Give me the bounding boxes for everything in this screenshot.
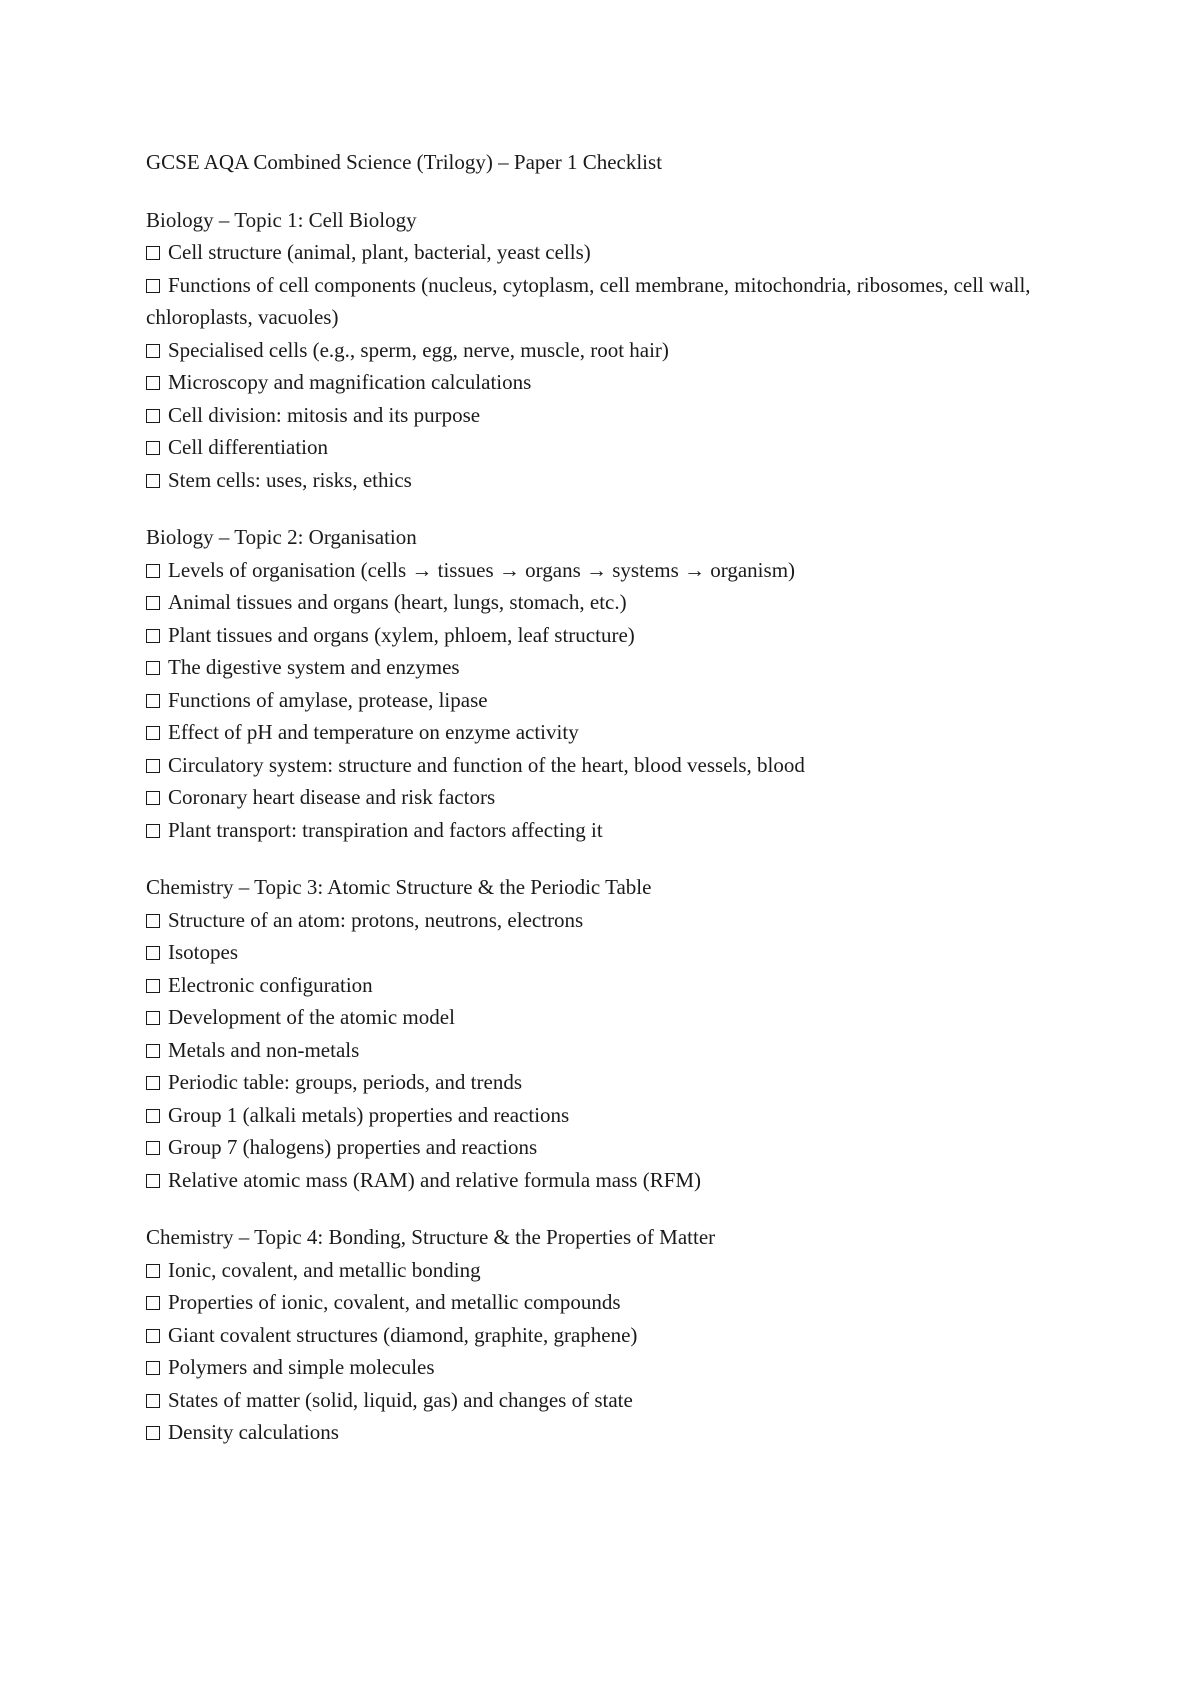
checkbox-icon[interactable]	[146, 1076, 160, 1090]
checkbox-icon[interactable]	[146, 1044, 160, 1058]
checklist-item	[146, 554, 1086, 587]
checkbox-icon[interactable]	[146, 344, 160, 358]
checklist-item-label: Stem cells: uses, risks, ethics	[168, 467, 412, 492]
checklist-item-label: Periodic table: groups, periods, and trends	[168, 1070, 523, 1094]
checklist-item	[146, 334, 1086, 367]
checklist-items	[146, 904, 1086, 1197]
checkbox-icon[interactable]	[146, 824, 160, 838]
checklist-item-label: Coronary heart disease and risk factors	[168, 785, 496, 809]
checklist-item-label: Specialised cells (e.g., sperm, egg, nerve, muscle, root hair)	[168, 337, 669, 362]
checkbox-icon[interactable]	[146, 1296, 160, 1310]
checklist-item-label: Group 1 (alkali metals) properties and reactions	[168, 1102, 570, 1127]
checklist-item	[146, 716, 1086, 749]
checklist-item	[146, 1099, 1086, 1132]
checklist-item-label: Circulatory system: structure and function of the heart, blood vessels, blood	[168, 752, 805, 777]
checklist-item	[146, 1351, 1086, 1384]
checklist-item	[146, 781, 1086, 814]
checklist-item	[146, 936, 1086, 969]
checklist-item-label: Polymers and simple molecules	[168, 1355, 435, 1379]
checkbox-icon[interactable]	[146, 1174, 160, 1188]
checkbox-icon[interactable]	[146, 759, 160, 773]
checkbox-icon[interactable]	[146, 1426, 160, 1440]
checklist-item	[146, 1034, 1086, 1067]
checklist-item	[146, 1066, 1086, 1099]
checkbox-icon[interactable]	[146, 1361, 160, 1375]
checklist-item	[146, 586, 1086, 619]
checklist-item-label: Development of the atomic model	[168, 1005, 455, 1029]
checkbox-icon[interactable]	[146, 1109, 160, 1123]
checklist-item	[146, 464, 1086, 497]
checklist-item-label: Properties of ionic, covalent, and metallic compounds	[168, 1290, 621, 1314]
checklist-section	[146, 1221, 1086, 1449]
checkbox-icon[interactable]	[146, 946, 160, 960]
checkbox-icon[interactable]	[146, 1011, 160, 1025]
checklist-item-label: Structure of an atom: protons, neutrons, electrons	[168, 907, 584, 932]
checklist-item-label: Plant transport: transpiration and factors affecting it	[168, 817, 603, 842]
checklist-items	[146, 236, 1086, 496]
checklist-item-label: Levels of organisation (cells → tissues → organs → systems → organism)	[168, 557, 796, 582]
checklist-items	[146, 554, 1086, 847]
checklist-item-label: Isotopes	[168, 940, 238, 964]
section-heading: Chemistry – Topic 4: Bonding, Structure & the Properties of Matter	[146, 1225, 716, 1249]
checklist-item-label: Group 7 (halogens) properties and reactions	[168, 1135, 538, 1159]
document-content	[146, 146, 1086, 1474]
checkbox-icon[interactable]	[146, 409, 160, 423]
checkbox-icon[interactable]	[146, 246, 160, 260]
checklist-item	[146, 236, 1086, 269]
checkbox-icon[interactable]	[146, 661, 160, 675]
checkbox-icon[interactable]	[146, 1141, 160, 1155]
checklist-item	[146, 1286, 1086, 1319]
checklist-item-label: Cell differentiation	[168, 435, 328, 459]
checklist-item	[146, 684, 1086, 717]
document-title: GCSE AQA Combined Science (Trilogy) – Paper 1 Checklist	[146, 150, 663, 174]
checkbox-icon[interactable]	[146, 629, 160, 643]
checklist-item	[146, 651, 1086, 684]
section-heading: Biology – Topic 2: Organisation	[146, 525, 417, 549]
checklist-item-label: Giant covalent structures (diamond, graphite, graphene)	[168, 1322, 638, 1347]
checklist-item	[146, 1319, 1086, 1352]
checklist-item-label: Microscopy and magnification calculations	[168, 370, 532, 394]
checklist-section	[146, 521, 1086, 846]
checklist-item-label: Relative atomic mass (RAM) and relative formula mass (RFM)	[168, 1167, 702, 1192]
checklist-item	[146, 619, 1086, 652]
checkbox-icon[interactable]	[146, 376, 160, 390]
checklist-item	[146, 1001, 1086, 1034]
checklist-item-label: Functions of cell components (nucleus, cytoplasm, cell membrane, mitochondria, ribosomes, cell wall, chloroplasts, vacuoles)	[146, 272, 1031, 329]
checklist-item	[146, 1254, 1086, 1287]
section-heading: Chemistry – Topic 3: Atomic Structure & the Periodic Table	[146, 875, 652, 899]
checkbox-icon[interactable]	[146, 979, 160, 993]
checkbox-icon[interactable]	[146, 564, 160, 578]
checklist-items	[146, 1254, 1086, 1449]
checklist-section	[146, 204, 1086, 497]
checklist-item-label: Cell structure (animal, plant, bacterial, yeast cells)	[168, 240, 591, 264]
checklist-item-label: The digestive system and enzymes	[168, 655, 460, 679]
checklist-item-label: Animal tissues and organs (heart, lungs, stomach, etc.)	[168, 590, 627, 614]
checklist-item-label: Metals and non-metals	[168, 1037, 360, 1062]
checklist-item	[146, 1164, 1086, 1197]
checklist-sections	[146, 204, 1086, 1449]
checklist-item	[146, 749, 1086, 782]
checklist-item-label: Plant tissues and organs (xylem, phloem, leaf structure)	[168, 622, 635, 647]
checklist-item-label: Effect of pH and temperature on enzyme activity	[168, 720, 579, 744]
checklist-item	[146, 904, 1086, 937]
checklist-item	[146, 1416, 1086, 1449]
checkbox-icon[interactable]	[146, 474, 160, 488]
checklist-item-label: Functions of amylase, protease, lipase	[168, 687, 488, 712]
checklist-item	[146, 814, 1086, 847]
checkbox-icon[interactable]	[146, 596, 160, 610]
checklist-item	[146, 269, 1086, 334]
checklist-item	[146, 1384, 1086, 1417]
checklist-item-label: States of matter (solid, liquid, gas) and changes of state	[168, 1387, 633, 1412]
checklist-item	[146, 399, 1086, 432]
checkbox-icon[interactable]	[146, 1264, 160, 1278]
checkbox-icon[interactable]	[146, 441, 160, 455]
checklist-item-label: Ionic, covalent, and metallic bonding	[168, 1257, 481, 1282]
checkbox-icon[interactable]	[146, 1329, 160, 1343]
checkbox-icon[interactable]	[146, 694, 160, 708]
checklist-item	[146, 969, 1086, 1002]
checklist-section	[146, 871, 1086, 1196]
checklist-item-label: Cell division: mitosis and its purpose	[168, 402, 481, 427]
checkbox-icon[interactable]	[146, 914, 160, 928]
checklist-item	[146, 1131, 1086, 1164]
checkbox-icon[interactable]	[146, 1394, 160, 1408]
checklist-item	[146, 431, 1086, 464]
section-heading: Biology – Topic 1: Cell Biology	[146, 207, 417, 232]
checkbox-icon[interactable]	[146, 726, 160, 740]
checklist-item-label: Electronic configuration	[168, 972, 373, 997]
checkbox-icon[interactable]	[146, 791, 160, 805]
checklist-item	[146, 366, 1086, 399]
checklist-item-label: Density calculations	[168, 1420, 339, 1444]
checkbox-icon[interactable]	[146, 279, 160, 293]
